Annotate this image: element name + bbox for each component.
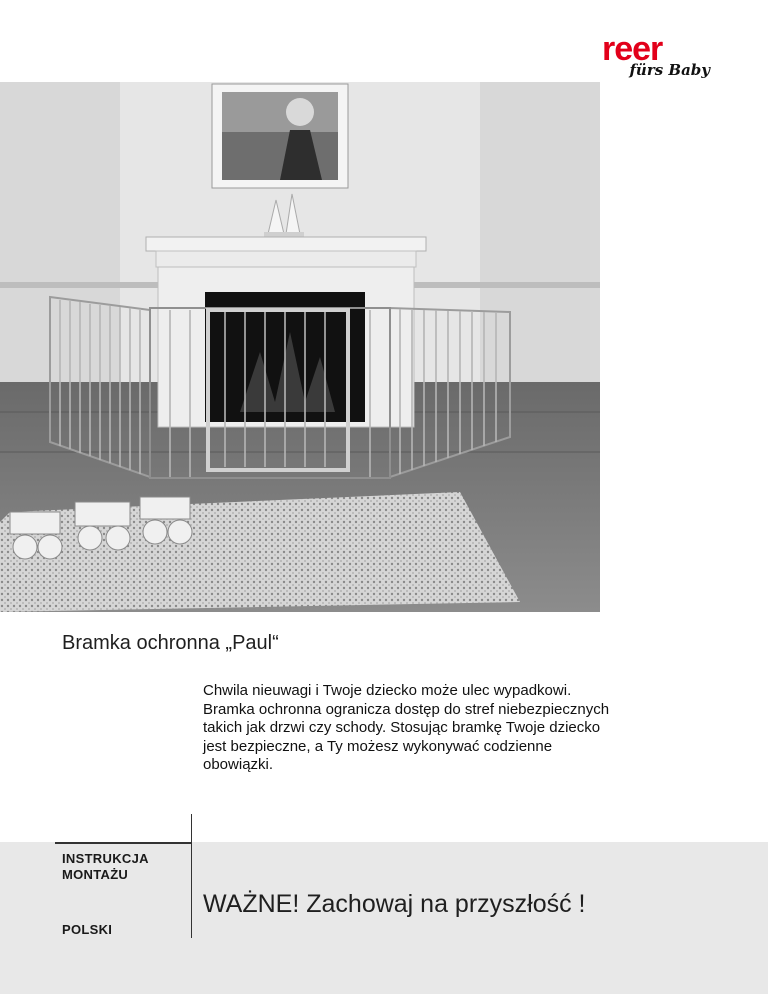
brand-tagline: fürs Baby <box>629 61 710 79</box>
footer-vertical-divider <box>191 814 192 938</box>
intro-line: jest bezpieczne, a Ty możesz wykonywać codzienne <box>203 737 553 755</box>
intro-line: takich jak drzwi czy schody. Stosując bramkę Twoje dziecko <box>203 719 601 737</box>
important-note: WAŻNE! Zachowaj na przyszłość ! <box>203 890 586 918</box>
brand-logo-mark: reer <box>602 30 663 68</box>
intro-line: obowiązki. <box>203 756 274 774</box>
hero-image <box>0 82 600 612</box>
manual-label-line1: INSTRUKCJA <box>62 851 149 866</box>
intro-line: Chwila nieuwagi i Twoje dziecko może ulec wypadkowi. <box>203 682 572 699</box>
manual-label <box>62 851 187 883</box>
product-title: Bramka ochronna „Paul“ <box>62 632 279 654</box>
intro-paragraph <box>203 682 723 775</box>
footer-horizontal-divider <box>55 842 192 844</box>
brand-logo <box>602 30 712 85</box>
language-label: POLSKI <box>62 922 113 937</box>
manual-label-line2: MONTAŻU <box>62 867 129 882</box>
intro-line: Bramka ochronna ogranicza dostęp do stref niebezpiecznych <box>203 700 610 718</box>
